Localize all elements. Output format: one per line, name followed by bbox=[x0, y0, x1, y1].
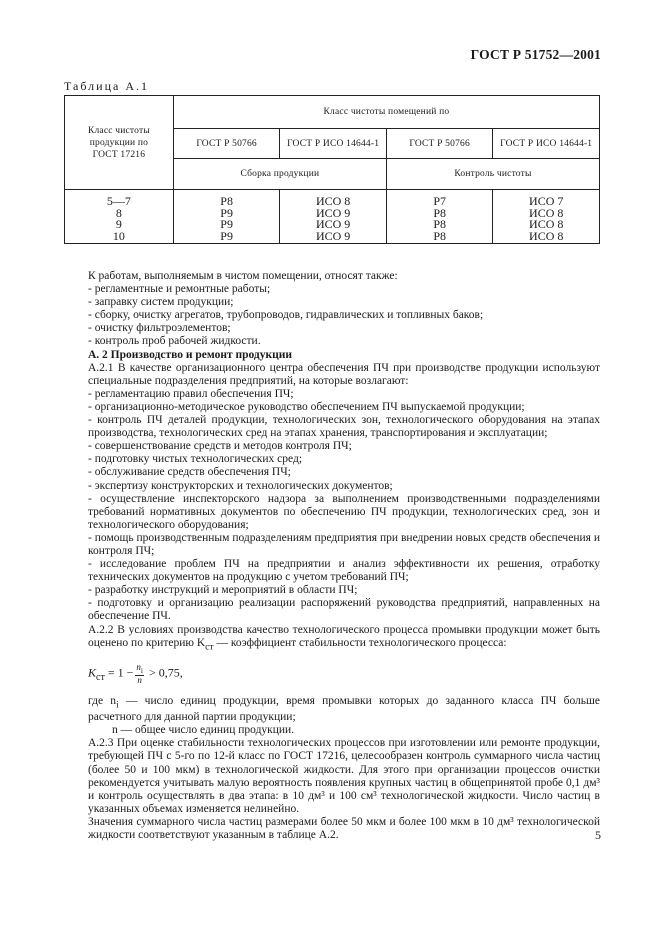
list-item: - осуществление инспекторского надзора за выполнением производственными подразделениями требований нормативных документов по обеспечению ПЧ продукции, технологических сред, зон и технологического оборудования; bbox=[88, 492, 600, 531]
stability-formula: $K_{ст} = 1$ − $\frac{n_i}{n}$ > 0,75, bbox=[88, 662, 183, 685]
table-cell: ИСО 7 ИСО 8 ИСО 8 ИСО 8 bbox=[493, 190, 600, 244]
section-heading: А. 2 Производство и ремонт продукции bbox=[88, 348, 292, 361]
formula-legend-ni: где $n_i$ — число единиц продукции, время промывки которых до заданного класса ПЧ больше расчетного для данной партии продукции; bbox=[88, 694, 600, 724]
table-cell: 5—7 8 9 10 bbox=[65, 190, 174, 244]
list-item: - регламентацию правил обеспечения ПЧ; bbox=[88, 387, 294, 400]
body-text bbox=[88, 270, 600, 842]
list-item: - заправку систем продукции; bbox=[88, 296, 234, 309]
document-header: ГОСТ Р 51752—2001 bbox=[470, 47, 601, 62]
list-item: - подготовку и организацию реализации распоряжений руководства предприятий, направленных на обеспечение ПЧ. bbox=[88, 597, 600, 623]
formula-fraction: $\frac{n_i}{n}$ bbox=[136, 662, 143, 685]
std-header: ГОСТ Р ИСО 14644-1 bbox=[493, 129, 600, 159]
table-caption: Таблица А.1 bbox=[64, 79, 149, 93]
intro-paragraph: К работам, выполняемым в чистом помещении, относят также: bbox=[88, 270, 398, 282]
group-header: Класс чистоты помещений по bbox=[173, 96, 599, 129]
list-item: - организационно-методическое руководство обеспечением ПЧ выпускаемой продукции; bbox=[88, 400, 525, 413]
list-item: - контроль проб рабочей жидкости. bbox=[88, 335, 261, 348]
std-header: ГОСТ Р 50766 bbox=[386, 129, 493, 159]
page-number: 5 bbox=[595, 828, 601, 842]
std-header: ГОСТ Р ИСО 14644-1 bbox=[280, 129, 387, 159]
list-item: - контроль ПЧ деталей продукции, технологических зон, технологического оборудования на этапах производства, технологических сред на этапах хранения, транспортирования и эксплуатации; bbox=[88, 414, 600, 440]
paragraph-final: Значения суммарного числа частиц размерами более 50 мкм и более 100 мкм в 10 дм³ технологической жидкости соответствуют указанным в таблице А.2. bbox=[88, 815, 600, 842]
paragraph-a21: А.2.1 В качестве организационного центра обеспечения ПЧ при производстве продукции используют специальные подразделения предприятий, на которые возлагают: bbox=[88, 361, 600, 387]
table-cell: Р8 Р9 Р9 Р9 bbox=[173, 190, 280, 244]
list-item: - экспертизу конструкторских и технологических документов; bbox=[88, 479, 393, 492]
formula-legend-n: n — общее число единиц продукции. bbox=[112, 724, 295, 737]
list-item: - сборку, очистку агрегатов, трубопроводов, гидравлических и топливных баков; bbox=[88, 309, 484, 322]
list-item: - разработку инструкций и мероприятий в области ПЧ; bbox=[88, 584, 358, 597]
table-cell: Р7 Р8 Р8 Р8 bbox=[386, 190, 493, 244]
table-cell: ИСО 8 ИСО 9 ИСО 9 ИСО 9 bbox=[280, 190, 387, 244]
list-item: - обслуживание средств обеспечения ПЧ; bbox=[88, 466, 291, 479]
sub-header-assembly: Сборка продукции bbox=[173, 159, 386, 190]
paragraph-a23: А.2.3 При оценке стабильности технологических процессов при изготовлении или ремонте продукции, требующей ПЧ с 5-го по 12-й класс по ГОСТ 17216, целесообразен контроль суммарного числа частиц (более 50 и 100 мкм) в технологической жидкости. Для этого при организации процессов очистки рекомендуется учитывать малую вероятность появления крупных частиц в общепринятой пробе 0,1 дм³ и контроль осуществлять в два этапа: в 10 дм³ и 100 см³ технологической жидкости. Число частиц в указанных объемах изменяется нелинейно. bbox=[88, 737, 600, 815]
list-item: - помощь производственным подразделениям предприятия при внедрении новых средств обеспечения и контроля ПЧ; bbox=[88, 531, 600, 557]
list-item: - совершенствование средств и методов контроля ПЧ; bbox=[88, 440, 352, 453]
std-header: ГОСТ Р 50766 bbox=[173, 129, 280, 159]
list-item: - подготовку чистых технологических сред; bbox=[88, 453, 303, 466]
list-item: - очистку фильтроэлементов; bbox=[88, 322, 231, 335]
list-item: - регламентные и ремонтные работы; bbox=[88, 283, 271, 296]
sub-header-control: Контроль чистоты bbox=[386, 159, 599, 190]
cleanliness-table bbox=[64, 95, 600, 244]
col-header-product-class: Класс чистоты продукции по ГОСТ 17216 bbox=[65, 96, 174, 190]
paragraph-a22: А.2.2 В условиях производства качество технологического процесса промывки продукции может быть оценено по критерию $K_{ст}$ — коэффициент стабильности технологического процесса: bbox=[88, 623, 600, 652]
list-item: - исследование проблем ПЧ на предприятии и анализ эффективности их решения, отработку технических документов на продукцию с учетом требований ПЧ; bbox=[88, 558, 600, 584]
